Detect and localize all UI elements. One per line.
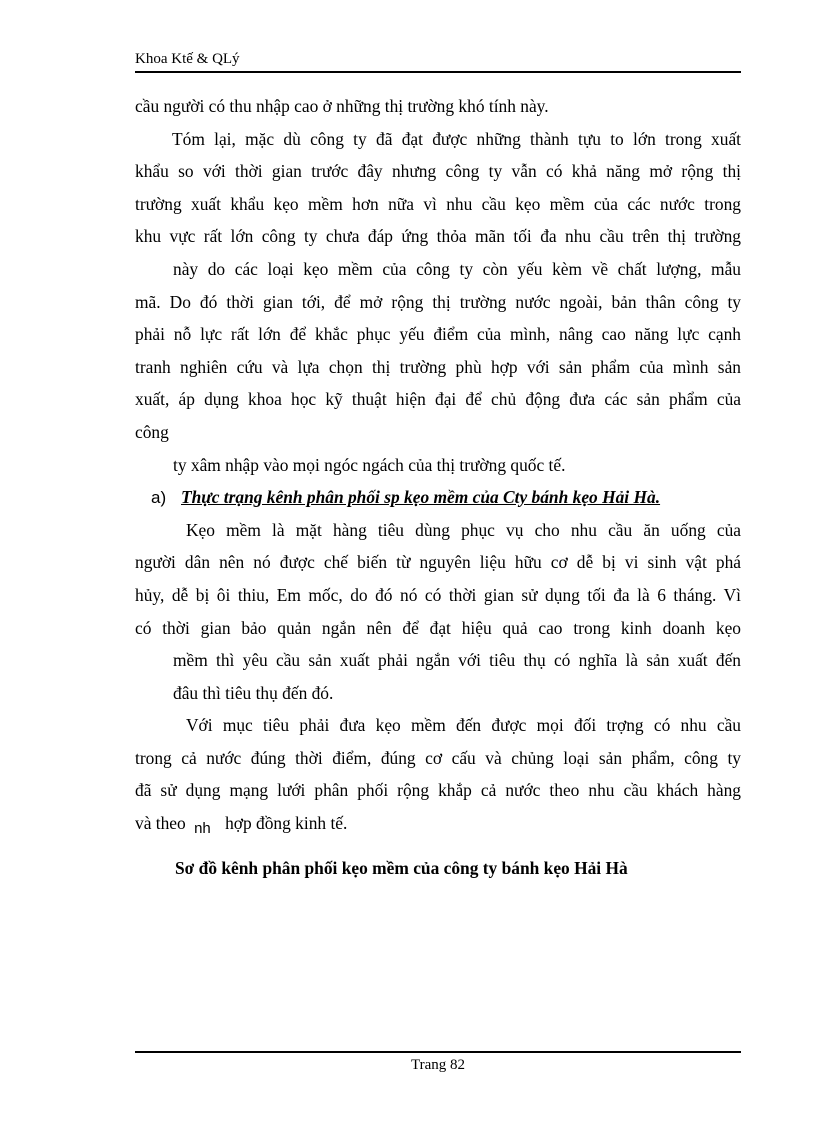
header-text: Khoa Ktế & QLý	[135, 51, 240, 67]
text-line	[135, 807, 741, 840]
section-heading	[135, 481, 741, 514]
text-line: phải nỗ lực rất lớn để khắc phục yếu điểm của mình, nâng cao năng lực cạnh	[135, 324, 741, 345]
text-line: xuất, áp dụng khoa học kỹ thuật hiện đại để chủ động đưa các sản phẩm của	[135, 389, 741, 410]
text-fragment: và theo	[135, 813, 186, 834]
text-line: ty xâm nhập vào mọi ngóc ngách của thị trường quốc tế.	[173, 454, 566, 475]
text-fragment: hợp đồng kinh tế.	[225, 813, 348, 834]
text-line: khu vực rất lớn công ty chưa đáp ứng thỏa mãn tối đa nhu cầu trên thị trường	[135, 226, 741, 247]
text-line: Kẹo mềm là mặt hàng tiêu dùng phục vụ cho nhu cầu ăn uống của	[186, 519, 741, 540]
text-line: đâu thì tiêu thụ đến đó.	[173, 682, 334, 703]
page-footer	[135, 1051, 741, 1074]
text-line: hủy, dễ bị ôi thiu, Em mốc, do đó nó có thời gian sử dụng tối đa là 6 tháng. Vì	[135, 584, 741, 605]
subscript-text: nh	[194, 820, 211, 838]
text-line: Với mục tiêu phải đưa kẹo mềm đến được mọi đối trợng có nhu cầu	[186, 715, 741, 736]
diagram-title: Sơ đồ kênh phân phối kẹo mềm của công ty bánh kẹo Hải Hà	[175, 858, 628, 878]
section-label: a)	[151, 488, 167, 508]
text-line: người dân nên nó được chế biến từ nguyên liệu hữu cơ dễ bị vi sinh vật phá	[135, 552, 741, 573]
text-line: công	[135, 421, 169, 442]
text-line: mã. Do đó thời gian tới, để mở rộng thị trường nước ngoài, bản thân công ty	[135, 291, 741, 312]
section-heading-text: Thực trạng kênh phân phối sp kẹo mềm của Cty bánh kẹo Hải Hà.	[181, 487, 661, 508]
text-line: trường xuất khẩu kẹo mềm hơn nữa vì nhu cầu kẹo mềm của các nước trong	[135, 193, 741, 214]
text-line: mềm thì yêu cầu sản xuất phải ngắn với tiêu thụ có nghĩa là sản xuất đến	[173, 650, 741, 671]
text-line: Tóm lại, mặc dù công ty đã đạt được những thành tựu to lớn trong xuất	[172, 128, 741, 149]
text-line: này do các loại kẹo mềm của công ty còn yếu kèm về chất lượng, mẫu	[173, 258, 741, 279]
page-number: Trang 82	[410, 1057, 466, 1073]
text-line: cầu người có thu nhập cao ở những thị trường khó tính này.	[135, 96, 549, 116]
text-line: đã sử dụng mạng lưới phân phối rộng khắp cả nước theo nhu cầu khách hàng	[135, 780, 741, 801]
text-line: có thời gian bảo quản ngắn nên để đạt hiệu quả cao trong kinh doanh kẹo	[135, 617, 741, 638]
document-body	[135, 90, 741, 840]
page-header	[135, 49, 741, 73]
text-line: tranh nghiên cứu và lựa chọn thị trường phù hợp với sản phẩm của mình sản	[135, 356, 741, 377]
text-line: trong cả nước đúng thời điểm, đúng cơ cấu và chủng loại sản phẩm, công ty	[135, 747, 741, 768]
text-line: khẩu so với thời gian trước đây nhưng công ty vẫn có khả năng mở rộng thị	[135, 161, 741, 182]
